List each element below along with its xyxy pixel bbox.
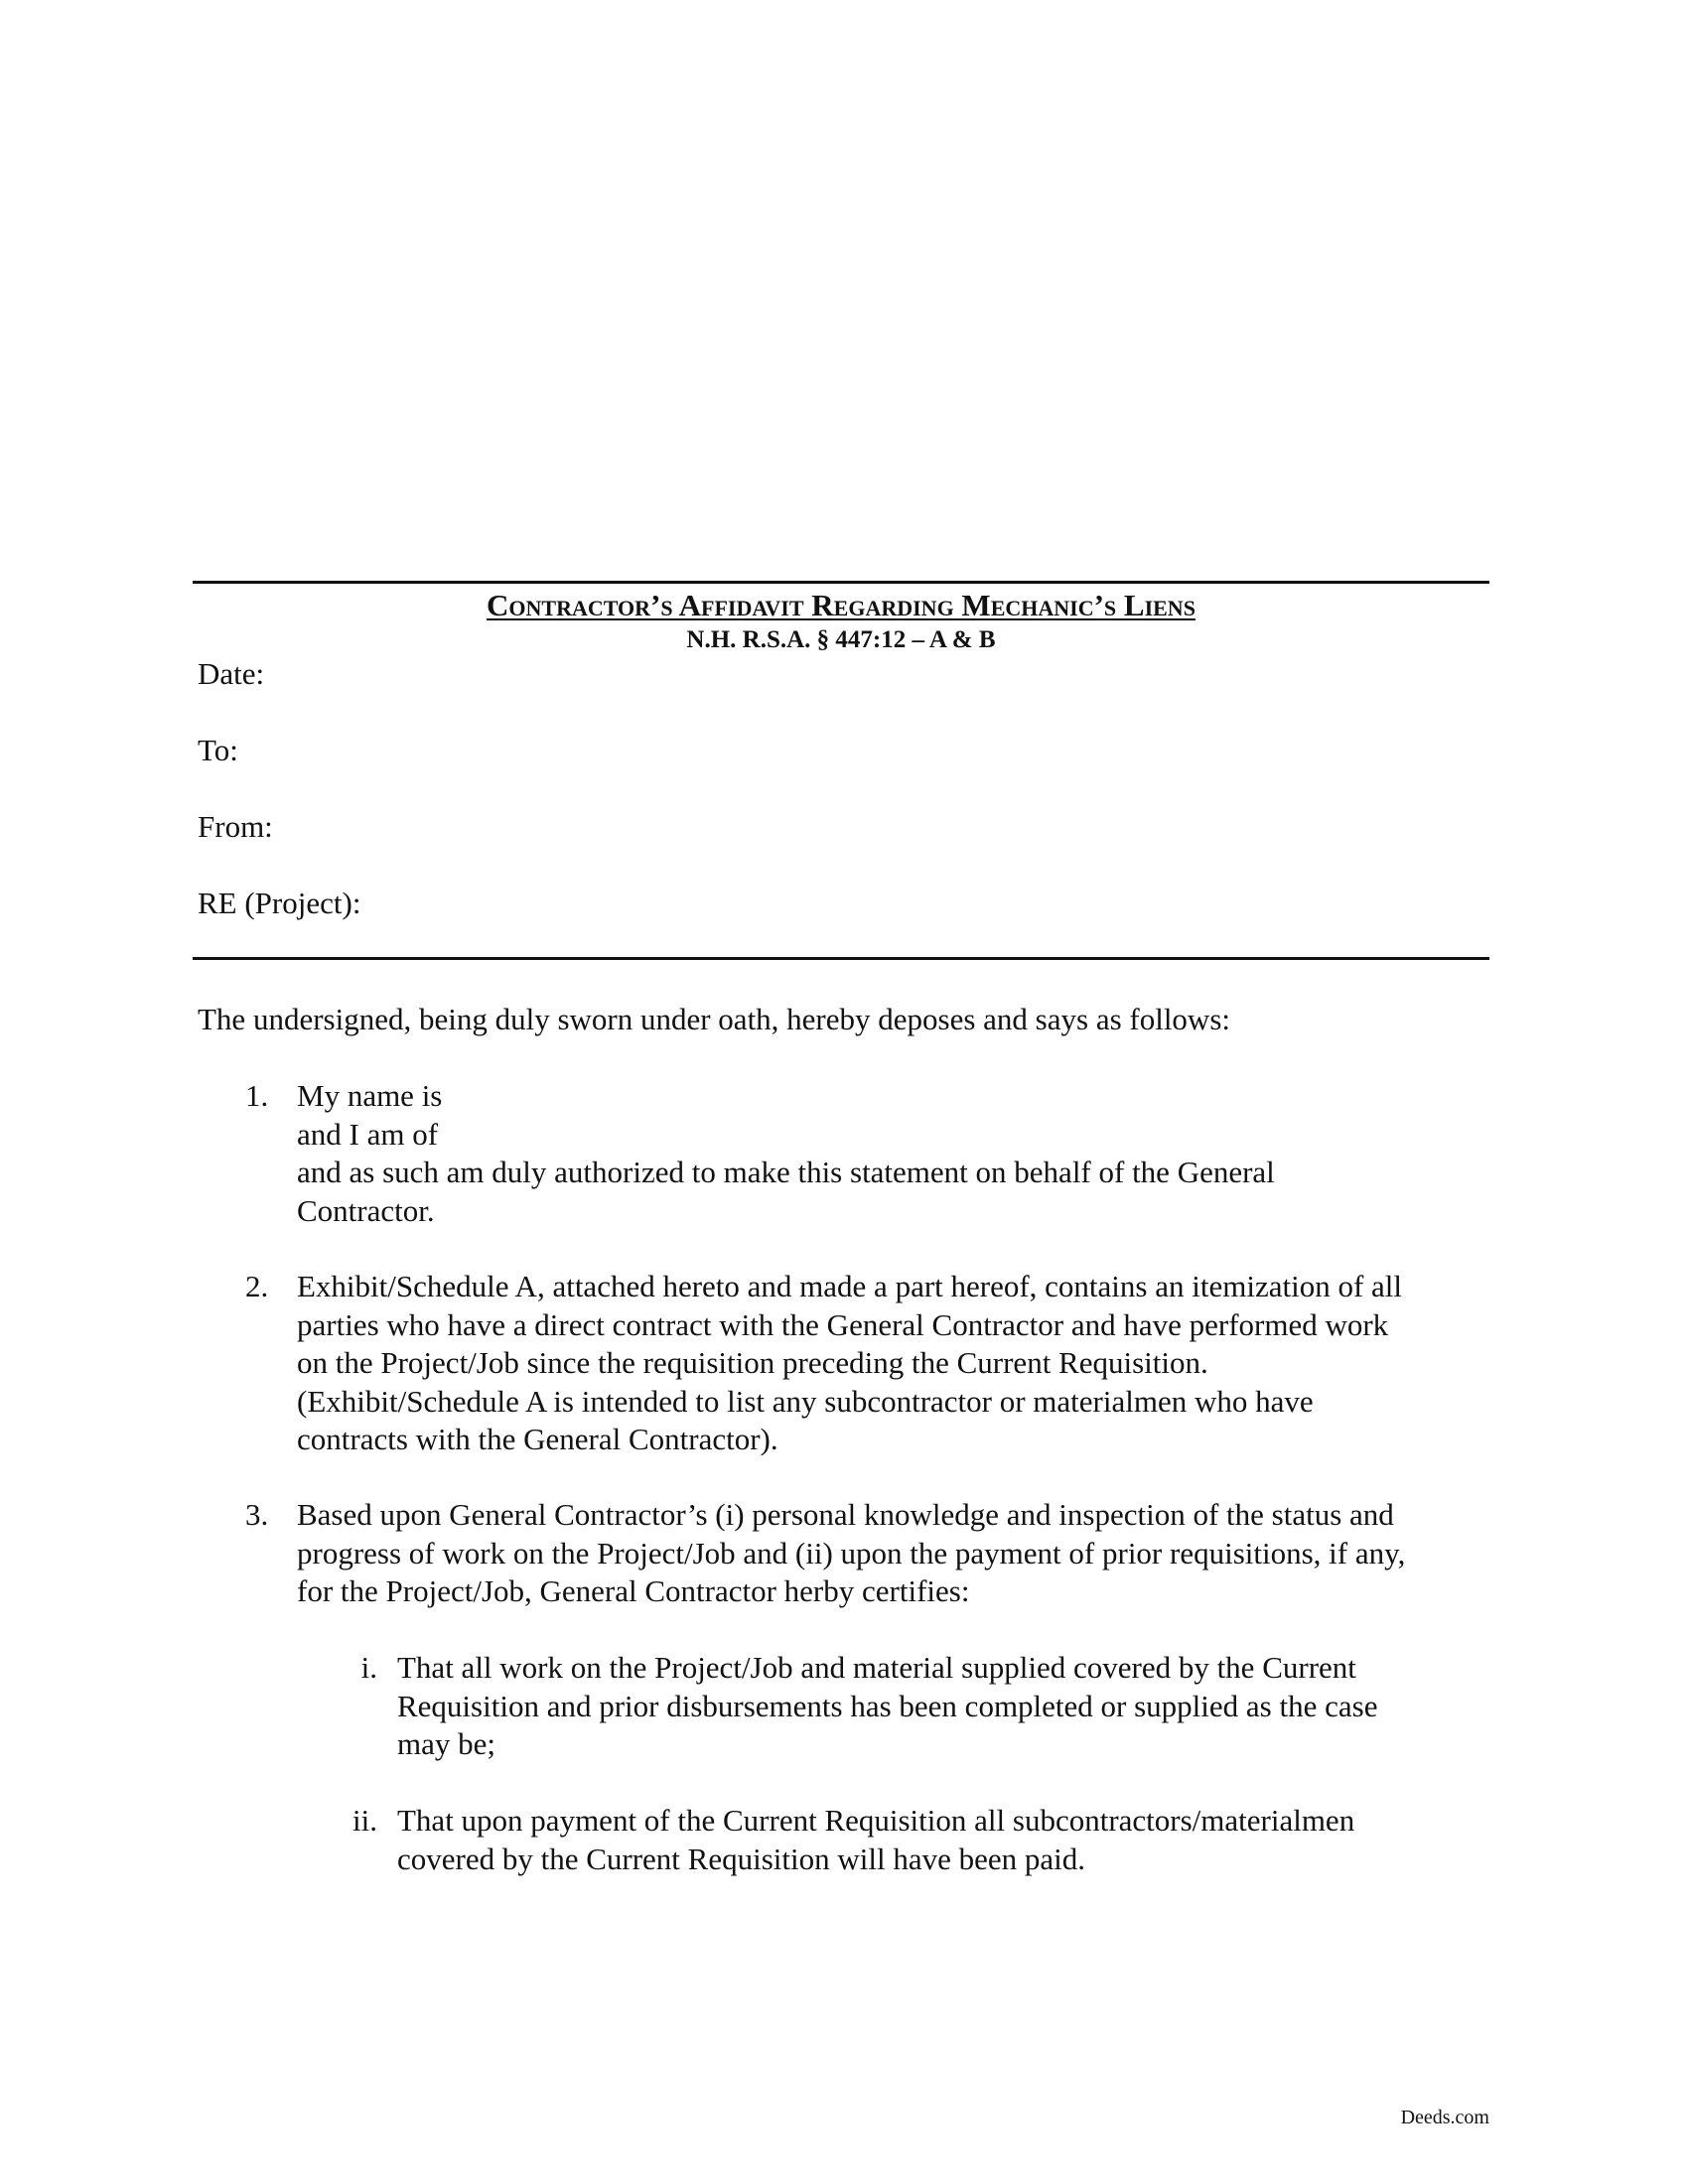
list-item-number: 2. [245,1269,269,1303]
sub-item-line: Requisition and prior disbursements has been completed or supplied as the case [397,1688,1378,1723]
list-item-line: progress of work on the Project/Job and (ii) upon the payment of prior requisitions, if any, [297,1535,1406,1570]
list-item-line: Contractor. [297,1192,435,1228]
document-title-text: Contractor’s Affidavit Regarding Mechanic’s Liens [487,588,1196,622]
sub-item-text [397,1802,1489,1878]
list-item-line: Exhibit/Schedule A, attached hereto and made a part hereof, contains an itemization of all [297,1269,1403,1303]
list-item-line: Based upon General Contractor’s (i) personal knowledge and inspection of the status and [297,1497,1394,1532]
bottom-rule [193,957,1489,960]
sub-item-text [397,1649,1489,1764]
intro-paragraph: The undersigned, being duly sworn under oath, hereby deposes and says as follows: [198,1002,1230,1036]
list-item-number: 1. [245,1078,269,1113]
re-project-label: RE (Project): [198,886,361,920]
list-item-line: contracts with the General Contractor). [297,1422,778,1456]
footer-brand: Deeds.com [1400,2107,1489,2128]
list-item-text [297,1077,1498,1230]
document-title [193,588,1489,623]
list-item-line: and I am of [297,1116,439,1152]
list-item-line: and as such am duly authorized to make this statement on behalf of the General [297,1155,1275,1189]
sub-item-number: ii. [352,1803,377,1838]
top-rule [193,581,1489,584]
sub-item-line: covered by the Current Requisition will have been paid. [397,1841,1086,1876]
sub-item-line: may be; [397,1726,495,1761]
to-label: To: [198,733,238,767]
document-subtitle: N.H. R.S.A. § 447:12 – A & B [686,626,996,653]
list-item-line: parties who have a direct contract with the General Contractor and have performed work [297,1306,1389,1342]
sub-item-number: i. [360,1650,377,1685]
sub-item-line: That all work on the Project/Job and material supplied covered by the Current [397,1650,1356,1685]
list-item-line: (Exhibit/Schedule A is intended to list any subcontractor or materialmen who have [297,1383,1314,1419]
list-item-line: for the Project/Job, General Contractor herby certifies: [297,1573,970,1608]
from-label: From: [198,809,273,844]
list-item-line: My name is [297,1078,443,1113]
list-item-text [297,1268,1498,1459]
list-item-number: 3. [245,1497,269,1532]
list-item-line: on the Project/Job since the requisition preceding the Current Requisition. [297,1345,1208,1380]
date-label: Date: [198,656,265,691]
list-item-text [297,1496,1498,1611]
sub-item-line: That upon payment of the Current Requisition all subcontractors/materialmen [397,1803,1355,1838]
